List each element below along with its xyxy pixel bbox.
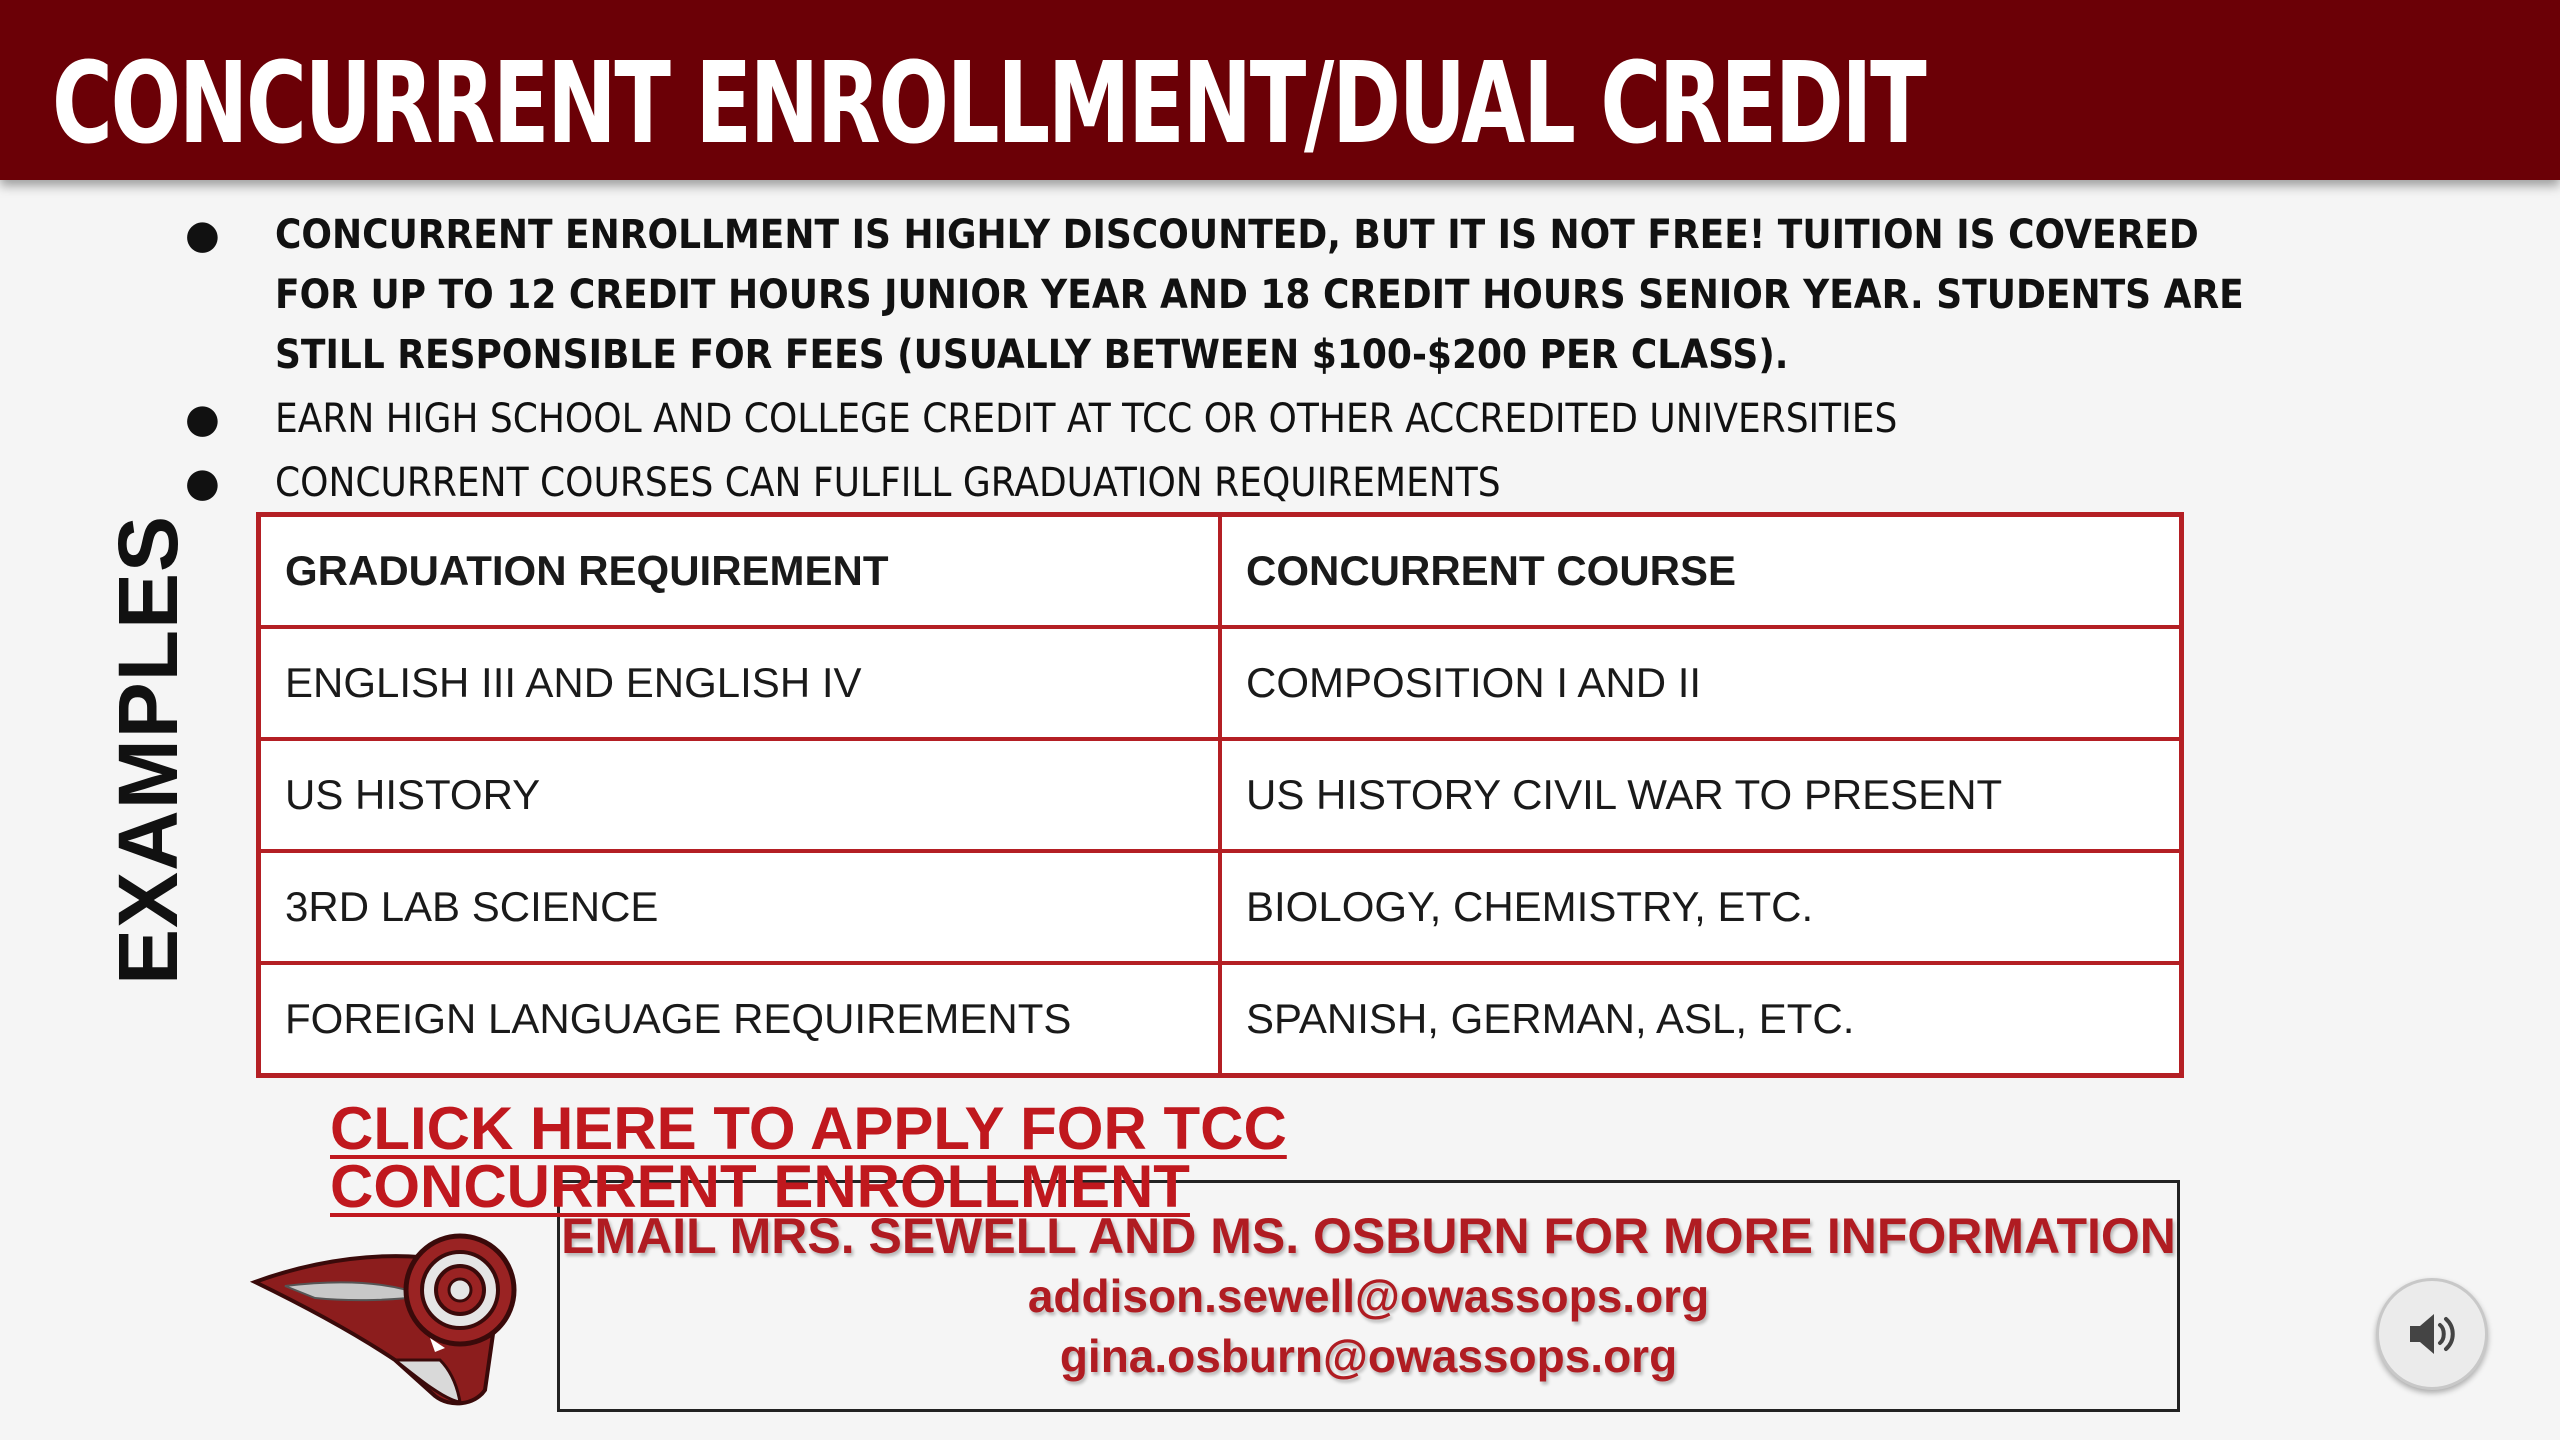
- table-cell: SPANISH, GERMAN, ASL, ETC.: [1220, 963, 2182, 1076]
- speaker-icon: [2402, 1304, 2462, 1364]
- table-cell: BIOLOGY, CHEMISTRY, ETC.: [1220, 851, 2182, 963]
- bullet-dot: ●: [185, 460, 220, 506]
- bullet-dot: ●: [185, 396, 220, 442]
- bullet-text: CONCURRENT COURSES CAN FULFILL GRADUATION REQUIREMENTS: [275, 460, 1501, 506]
- bullet-item-requirements: [185, 453, 2245, 513]
- table-row: [259, 739, 2182, 851]
- bullet-list: [185, 205, 2245, 517]
- bullet-text: CONCURRENT ENROLLMENT IS HIGHLY DISCOUNTED, BUT IT IS NOT FREE! TUITION IS COVERED FOR UP TO 12 CREDIT HOURS JUNIOR YEAR AND 18 CREDIT HOURS SENIOR YEAR. STUDENTS ARE STILL RESPONSIBLE FOR FEES (USUALLY BETWEEN $100-$200 PER CLASS).: [275, 212, 2244, 378]
- table-row: [259, 851, 2182, 963]
- table-row: [259, 963, 2182, 1076]
- table-cell: US HISTORY CIVIL WAR TO PRESENT: [1220, 739, 2182, 851]
- table-cell: 3RD LAB SCIENCE: [259, 851, 1221, 963]
- table-header-cell: GRADUATION REQUIREMENT: [259, 515, 1221, 628]
- email-link-osburn[interactable]: gina.osburn@owassops.org: [1059, 1330, 1678, 1382]
- table-header-row: [259, 515, 2182, 628]
- table-cell: COMPOSITION I AND II: [1220, 627, 2182, 739]
- slide-title: CONCURRENT ENROLLMENT/DUAL CREDIT: [52, 39, 1925, 169]
- apply-link[interactable]: CLICK HERE TO APPLY FOR TCC CONCURRENT ENROLLMENT: [330, 1095, 1287, 1220]
- table-cell: FOREIGN LANGUAGE REQUIREMENTS: [259, 963, 1221, 1076]
- requirements-table: [256, 512, 2184, 1078]
- bullet-item-tuition: [185, 205, 2245, 385]
- contact-heading: EMAIL MRS. SEWELL AND MS. OSBURN FOR MORE INFORMATION: [561, 1208, 2176, 1264]
- audio-button[interactable]: [2376, 1278, 2488, 1390]
- table-cell: ENGLISH III AND ENGLISH IV: [259, 627, 1221, 739]
- email-link-sewell[interactable]: addison.sewell@owassops.org: [1027, 1270, 1710, 1322]
- table-row: [259, 627, 2182, 739]
- header-bar: [0, 0, 2560, 180]
- bullet-text: EARN HIGH SCHOOL AND COLLEGE CREDIT AT TCC OR OTHER ACCREDITED UNIVERSITIES: [275, 396, 1898, 442]
- table-cell: US HISTORY: [259, 739, 1221, 851]
- ram-mascot-logo: [245, 1220, 535, 1410]
- bullet-item-credit: [185, 389, 2245, 449]
- table-header-cell: CONCURRENT COURSE: [1220, 515, 2182, 628]
- examples-label: EXAMPLES: [101, 514, 195, 985]
- bullet-dot: ●: [185, 212, 220, 258]
